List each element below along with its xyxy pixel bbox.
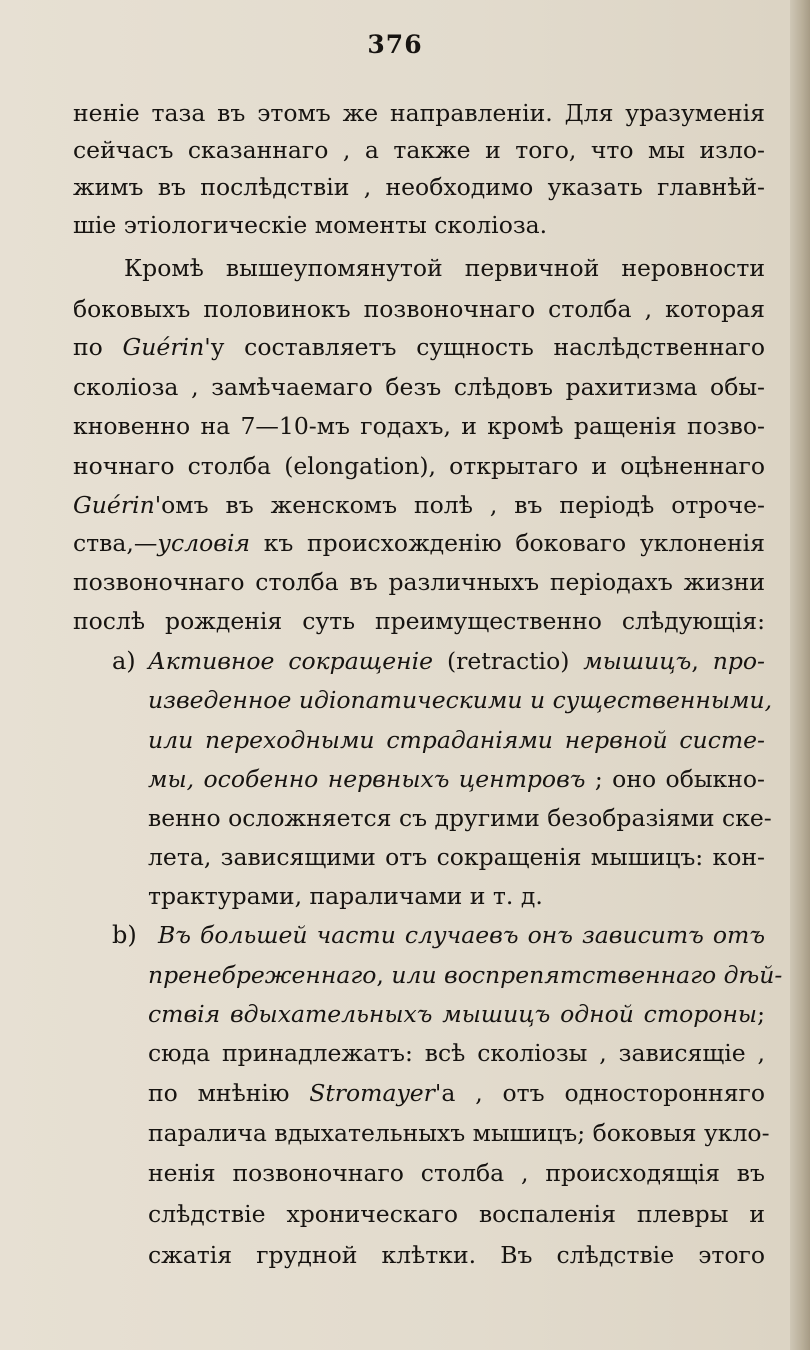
list-marker-b: b) [112, 921, 137, 949]
text-line: пренебреженнаго, или воспрепятственнаго дѣй- [148, 961, 783, 989]
page-edge [790, 0, 810, 1350]
text-line: ночнаго столба (elongation), открытаго и оцѣненнаго [73, 452, 765, 480]
text-line: ненія позвоночнаго столба , происходящія въ [148, 1159, 765, 1187]
text-line: неніе таза въ этомъ же направленіи. Для уразуменія [73, 99, 765, 127]
text-line: ства,—условія къ происхожденію боковаго уклоненія [73, 529, 765, 557]
author-name: Guérin [122, 333, 205, 361]
text-line: мы, особенно нервныхъ центровъ ; оно обыкно- [148, 765, 765, 793]
text-line: жимъ въ послѣдствіи , необходимо указать главнѣй- [73, 173, 765, 201]
author-name: Stromayer [309, 1079, 435, 1107]
text-line: ствія вдыхательныхъ мышицъ одной стороны; [148, 1000, 765, 1028]
text-line: Въ большей части случаевъ онъ зависитъ отъ [158, 921, 765, 949]
text-line: венно осложняется съ другими безобразіями ске- [148, 804, 772, 832]
text-line: по Guérin'у составляетъ сущность наслѣдственнаго [73, 333, 765, 361]
page-number: 376 [367, 30, 423, 59]
text-line: изведенное идіопатическими и существенными, [148, 686, 773, 714]
text-line: трактурами, параличами и т. д. [148, 882, 543, 910]
text-line: шіе этіологическіе моменты сколіоза. [73, 211, 548, 239]
text-line: Guérin'омъ въ женскомъ полѣ , въ періодѣ отроче- [73, 491, 765, 519]
list-marker-a: a) [112, 647, 136, 675]
text-line: кновенно на 7—10-мъ годахъ, и кромѣ ращенія позво- [73, 412, 765, 440]
text-line: паралича вдыхательныхъ мышицъ; боковыя укло- [148, 1119, 770, 1147]
text-line: Кромѣ вышеупомянутой первичной неровности [124, 254, 765, 282]
text-line: слѣдствіе хроническаго воспаленія плевры и [148, 1200, 765, 1228]
text-line: лета, зависящими отъ сокращенія мышицъ: кон- [148, 843, 765, 871]
text-line: по мнѣнію Stromayer'a , отъ односторонняго [148, 1079, 765, 1107]
text-line: позвоночнаго столба въ различныхъ періодахъ жизни [73, 568, 765, 596]
text-line: послѣ рожденія суть преимущественно слѣдующія: [73, 607, 765, 635]
text-line: сколіоза , замѣчаемаго безъ слѣдовъ рахитизма обы- [73, 373, 765, 401]
text-line: сейчасъ сказаннаго , а также и того, что мы изло- [73, 136, 765, 164]
author-name: Guérin [73, 491, 155, 519]
text-line: сюда принадлежатъ: всѣ сколіозы , зависящіе , [148, 1039, 765, 1067]
text-line: сжатія грудной клѣтки. Въ слѣдствіе этого [148, 1241, 765, 1269]
text-line: или переходными страданіями нервной систе- [148, 726, 765, 754]
text-line: Активное сокращеніе (retractio) мышицъ, про- [148, 647, 765, 675]
text-line: боковыхъ половинокъ позвоночнаго столба , которая [73, 295, 765, 323]
